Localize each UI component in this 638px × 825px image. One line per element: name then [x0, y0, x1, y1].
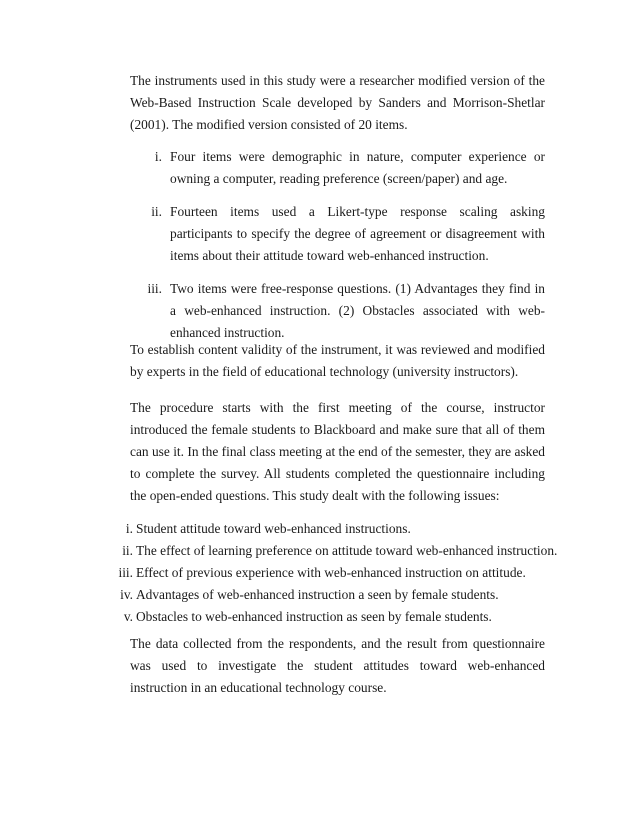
list-item	[109, 562, 559, 584]
list-item-number: iv.	[120, 587, 133, 602]
list-item-text: Two items were free-response questions. (1) Advantages they find in a web-enhanced instruction. (2) Obstacles associated with web-enhanced instruction.	[170, 281, 545, 340]
list-item	[109, 606, 559, 628]
list-item-number: v.	[123, 609, 133, 624]
list-item	[109, 584, 559, 606]
list-item-text: Obstacles to web-enhanced instruction as seen by female students.	[136, 609, 492, 624]
list-item-text: Four items were demographic in nature, computer experience or owning a computer, reading preference (screen/paper) and age.	[170, 149, 545, 186]
list-item	[130, 278, 545, 344]
list-item-text: Advantages of web-enhanced instruction a seen by female students.	[136, 587, 499, 602]
list-item-number: i.	[125, 521, 133, 536]
paragraph-procedure: The procedure starts with the first meeting of the course, instructor introduced the female students to Blackboard and make sure that all of them can use it. In the final class meeting at the end of the semester, they are asked to complete the survey. All students completed the questionnaire including the open-ended questions. This study dealt with the following issues:	[130, 400, 545, 503]
list-item	[130, 201, 545, 267]
list-item-text: Effect of previous experience with web-enhanced instruction on attitude.	[136, 565, 526, 580]
list-item-number: ii.	[151, 204, 162, 219]
list-item-text: Fourteen items used a Likert-type response scaling asking participants to specify the degree of agreement or disagreement with items about their attitude toward web-enhanced instruction.	[170, 204, 545, 263]
list-item	[130, 146, 545, 190]
instrument-items-list	[130, 146, 545, 355]
paragraph-validity: To establish content validity of the instrument, it was reviewed and modified by experts in the field of educational technology (university instructors).	[130, 342, 545, 379]
list-item-number: ii.	[122, 543, 133, 558]
list-item-number: iii.	[147, 281, 162, 296]
list-item-text: Student attitude toward web-enhanced instructions.	[136, 521, 411, 536]
paragraph-instruments: The instruments used in this study were a researcher modified version of the Web-Based Instruction Scale developed by Sanders and Morrison-Shetlar (2001). The modified version consisted of 20 items.	[130, 73, 545, 132]
paragraph-data-collected: The data collected from the respondents, and the result from questionnaire was used to investigate the student attitudes toward web-enhanced instruction in an educational technology course.	[130, 636, 545, 695]
issues-list	[109, 518, 559, 628]
list-item-text: The effect of learning preference on attitude toward web-enhanced instruction.	[136, 543, 558, 558]
list-item-number: i.	[154, 149, 162, 164]
list-item	[109, 518, 559, 540]
list-item-number: iii.	[118, 565, 133, 580]
list-item	[109, 540, 559, 562]
